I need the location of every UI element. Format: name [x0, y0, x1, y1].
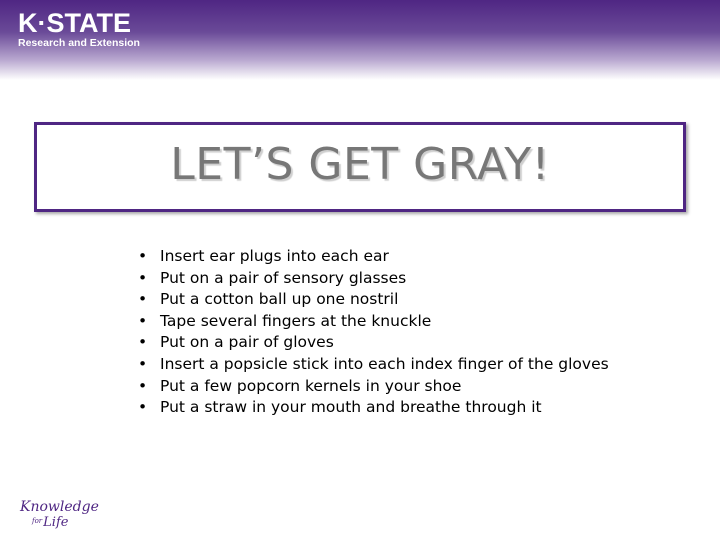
- tagline-line2: [20, 515, 99, 529]
- list-item-text: Put a cotton ball up one nostril: [160, 290, 399, 309]
- knowledge-for-life-logo: [20, 500, 99, 529]
- list-item: [138, 289, 609, 311]
- bullet-icon: •: [138, 398, 148, 417]
- bullet-icon: •: [138, 376, 148, 395]
- bullet-icon: •: [138, 268, 148, 287]
- kstate-logo: [18, 8, 140, 49]
- tagline-for: for: [32, 517, 43, 525]
- logo-wordmark: K·STATE: [18, 8, 131, 38]
- bullet-icon: •: [138, 247, 148, 265]
- list-item-text: Insert ear plugs into each ear: [160, 247, 389, 265]
- bullet-list: [138, 246, 609, 419]
- slide-title: LET’S GET GRAY!: [170, 139, 550, 190]
- list-item: [138, 268, 609, 290]
- list-item: [138, 354, 609, 376]
- bullet-icon: •: [138, 333, 148, 352]
- list-item-text: Put on a pair of sensory glasses: [160, 268, 407, 287]
- list-item-text: Put on a pair of gloves: [160, 333, 334, 352]
- list-item: [138, 311, 609, 333]
- list-item: [138, 332, 609, 354]
- list-item: [138, 397, 609, 419]
- list-item-text: Tape several fingers at the knuckle: [160, 311, 432, 330]
- tagline-life: Life: [43, 515, 69, 530]
- list-item-text: Insert a popsicle stick into each index finger of the gloves: [160, 354, 609, 373]
- bullet-icon: •: [138, 290, 148, 309]
- tagline-line1: Knowledge: [20, 499, 99, 515]
- list-item: [138, 246, 609, 268]
- list-item: [138, 376, 609, 398]
- title-box: [34, 122, 686, 212]
- bullet-icon: •: [138, 354, 148, 373]
- bullet-icon: •: [138, 311, 148, 330]
- logo-subtitle: Research and Extension: [18, 37, 140, 49]
- list-item-text: Put a straw in your mouth and breathe through it: [160, 398, 542, 417]
- list-item-text: Put a few popcorn kernels in your shoe: [160, 376, 462, 395]
